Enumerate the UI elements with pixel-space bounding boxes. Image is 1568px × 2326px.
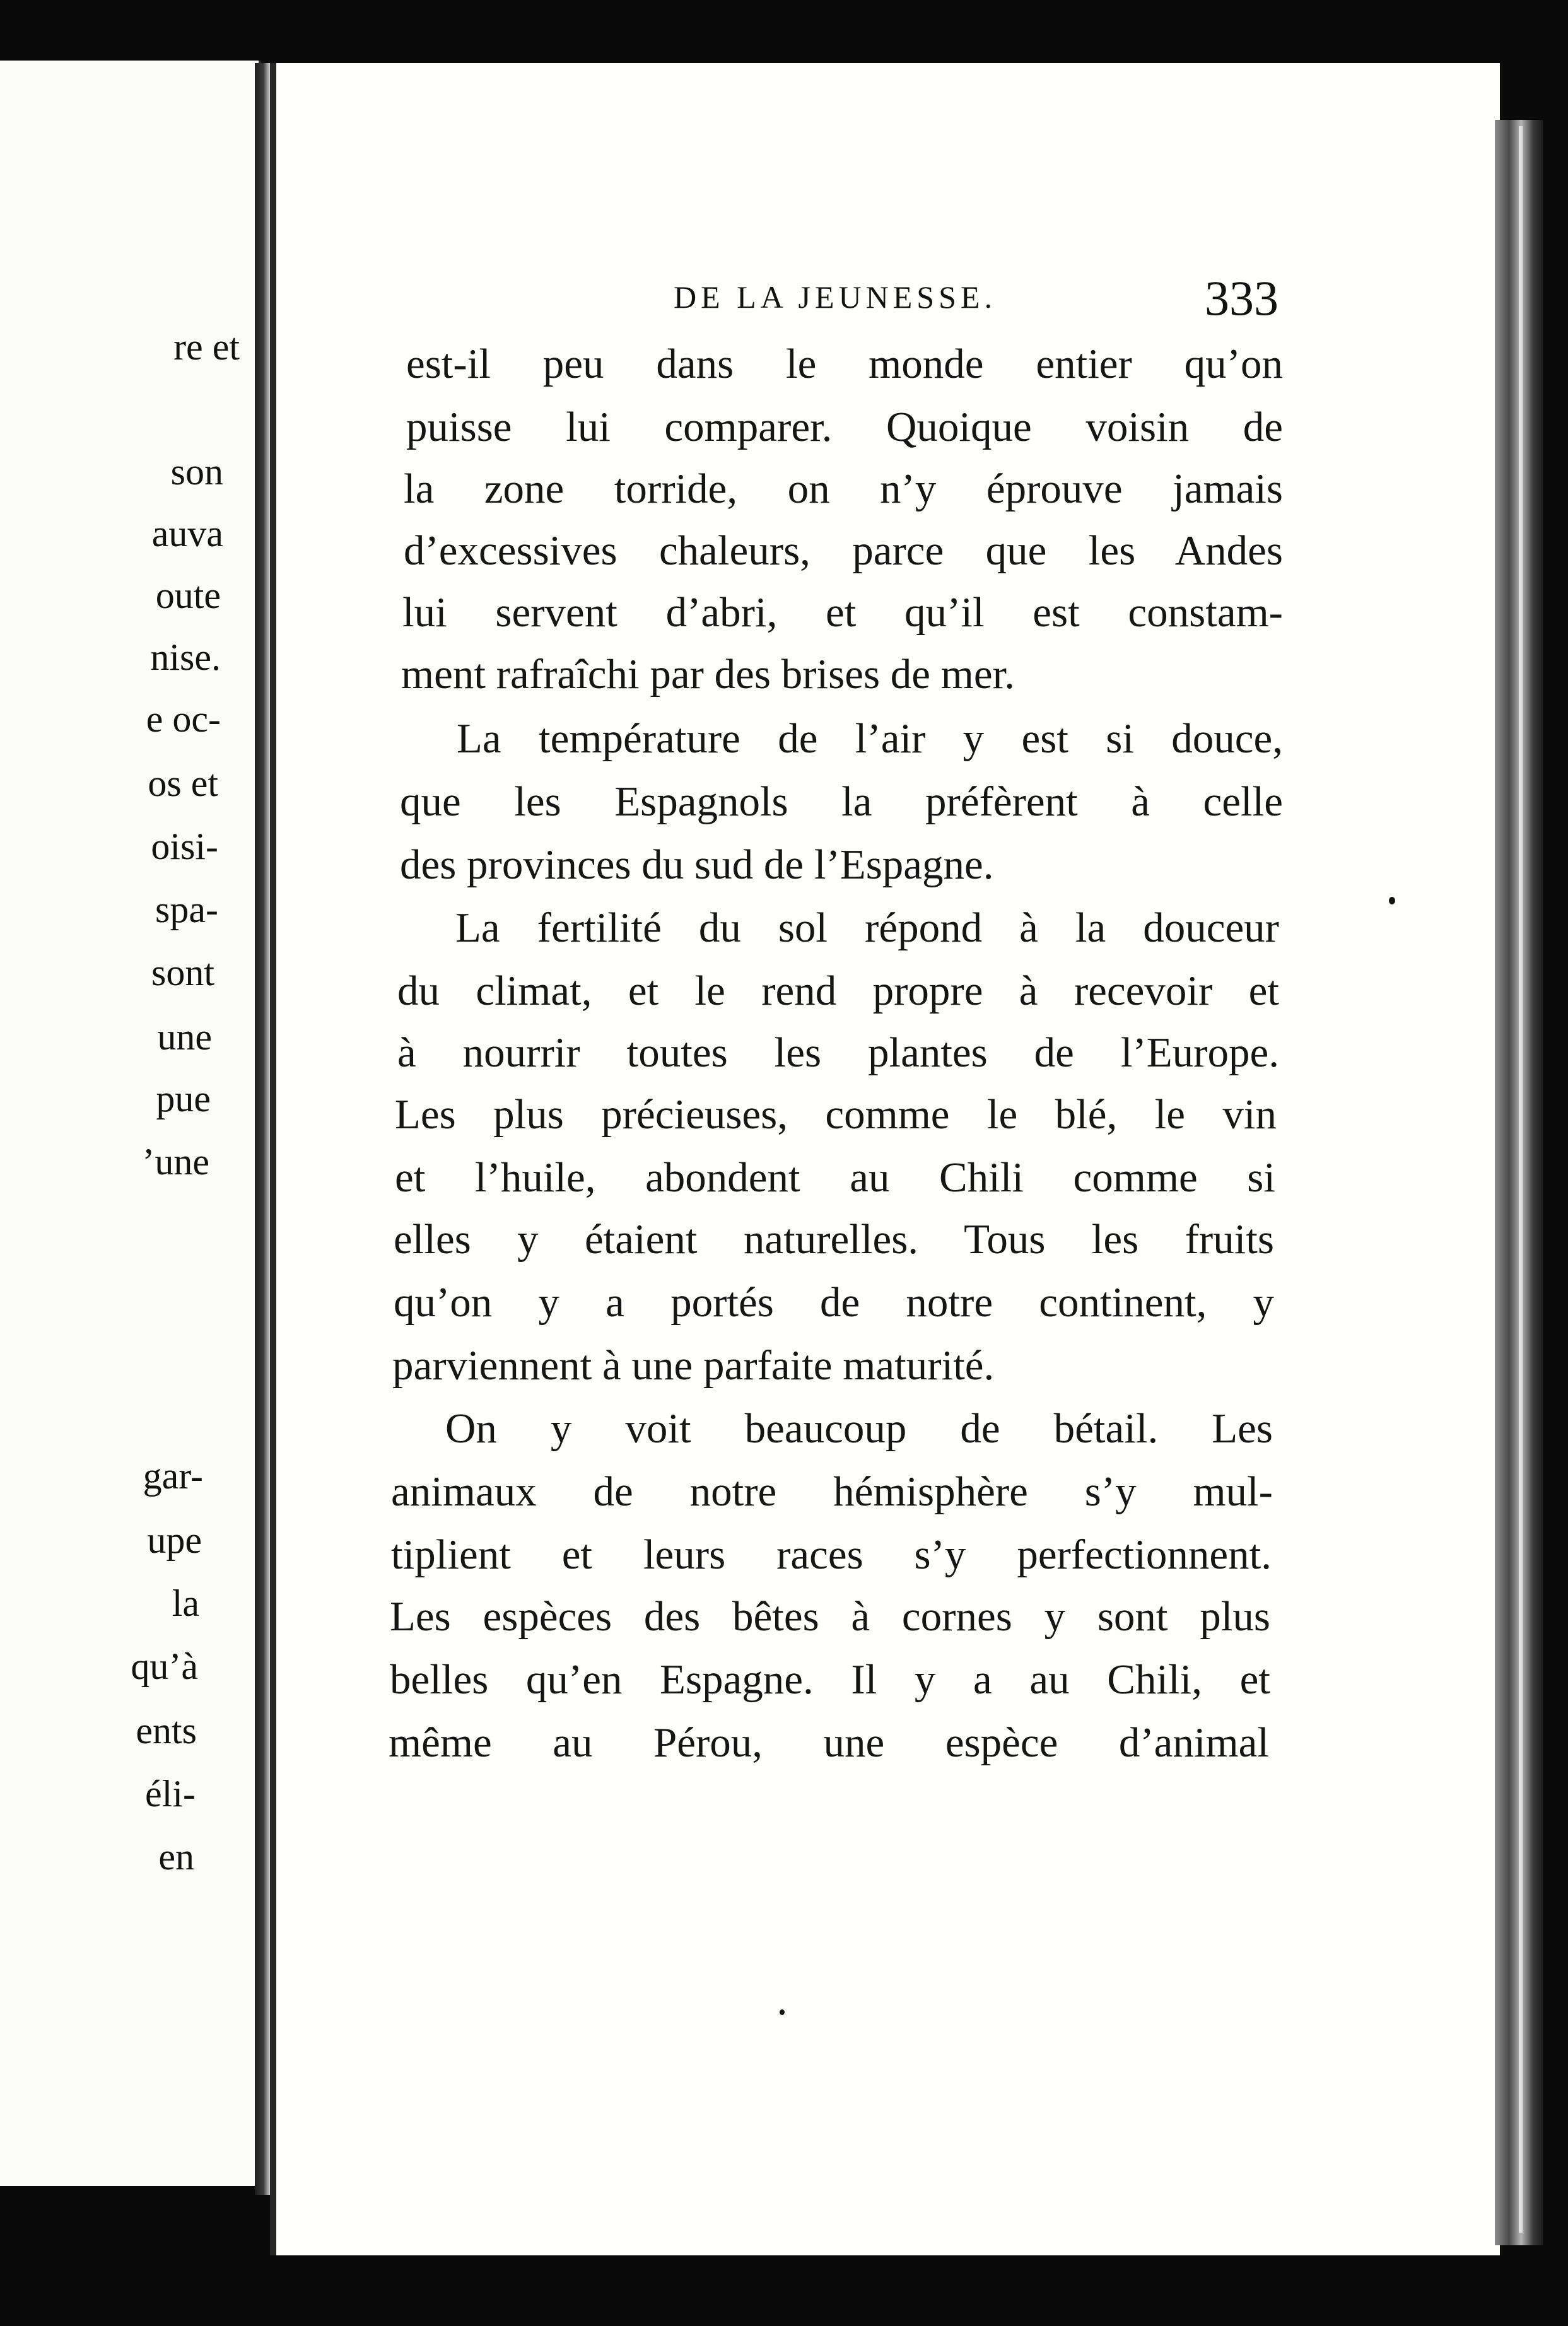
- ink-speck: [780, 2009, 785, 2015]
- ink-speck: [1389, 897, 1395, 904]
- left-line-fragment: nise.: [150, 636, 221, 678]
- text-line: même au Pérou, une espèce d’animal: [389, 1719, 1269, 1766]
- left-line-fragment: oisi-: [151, 826, 218, 867]
- left-line-fragment: sont: [151, 952, 214, 993]
- text-line: On y voit beaucoup de bétail. Les: [445, 1405, 1273, 1452]
- left-line-fragment: qu’à: [131, 1645, 198, 1687]
- text-line: animaux de notre hémisphère s’y mul-: [391, 1468, 1273, 1515]
- left-page: [0, 61, 261, 2186]
- running-head: DE LA JEUNESSE.: [674, 279, 997, 315]
- page-edge-highlight: [1519, 126, 1523, 2233]
- text-line: parviennent à une parfaite maturité.: [392, 1342, 995, 1389]
- text-line: à nourrir toutes les plantes de l’Europe.: [397, 1029, 1279, 1076]
- left-line-fragment: ents: [136, 1710, 197, 1751]
- left-line-fragment: en: [158, 1836, 194, 1878]
- text-line: Les plus précieuses, comme le blé, le vin: [395, 1091, 1277, 1138]
- left-line-fragment: éli-: [145, 1773, 196, 1815]
- text-line: La fertilité du sol répond à la douceur: [455, 904, 1279, 951]
- page-number: 333: [1205, 271, 1278, 325]
- text-line: lui servent d’abri, et qu’il est constam-: [402, 589, 1283, 636]
- left-line-fragment: spa-: [155, 889, 218, 930]
- text-line: belles qu’en Espagne. Il y a au Chili, et: [390, 1656, 1270, 1703]
- text-line: et l’huile, abondent au Chili comme si: [395, 1154, 1275, 1201]
- left-line-fragment: la: [172, 1582, 199, 1624]
- text-line: d’excessives chaleurs, parce que les Andes: [404, 527, 1283, 574]
- text-line: des provinces du sud de l’Espagne.: [400, 841, 994, 888]
- text-line: qu’on y a portés de notre continent, y: [394, 1279, 1274, 1326]
- text-line: Les espèces des bêtes à cornes y sont plus: [390, 1593, 1270, 1640]
- left-line-fragment: re et: [173, 326, 240, 368]
- text-line: que les Espagnols la préfèrent à celle: [400, 778, 1283, 825]
- text-line: La température de l’air y est si douce,: [457, 715, 1283, 762]
- text-line: est-il peu dans le monde entier qu’on: [406, 341, 1283, 387]
- text-line: puisse lui comparer. Quoique voisin de: [406, 404, 1283, 450]
- left-line-fragment: une: [157, 1016, 212, 1058]
- text-line: tiplient et leurs races s’y perfectionnent.: [391, 1531, 1272, 1578]
- left-line-fragment: ’une: [142, 1141, 209, 1183]
- left-line-fragment: gar-: [143, 1455, 203, 1497]
- text-line: elles y étaient naturelles. Tous les fruits: [394, 1216, 1274, 1263]
- left-line-fragment: pue: [156, 1078, 211, 1119]
- left-line-fragment: son: [170, 451, 223, 493]
- left-line-fragment: os et: [148, 763, 218, 804]
- text-line: du climat, et le rend propre à recevoir et: [397, 967, 1279, 1014]
- left-line-fragment: e oc-: [146, 698, 221, 740]
- text-line: ment rafraîchi par des brises de mer.: [401, 651, 1015, 698]
- left-line-fragment: oute: [155, 575, 221, 616]
- left-line-fragment: auva: [151, 513, 223, 554]
- left-line-fragment: upe: [147, 1519, 202, 1561]
- text-line: la zone torride, on n’y éprouve jamais: [404, 465, 1283, 512]
